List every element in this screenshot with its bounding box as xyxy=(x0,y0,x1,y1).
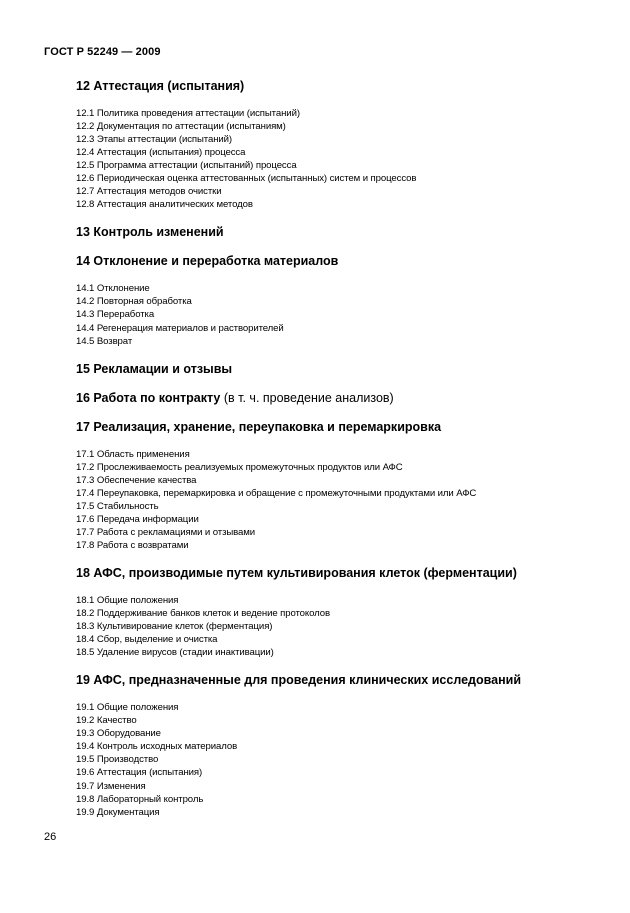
toc-item: 18.3 Культивирование клеток (ферментация) xyxy=(76,621,273,633)
toc-item: 19.4 Контроль исходных материалов xyxy=(76,741,238,753)
toc-item: 17.3 Обеспечение качества xyxy=(76,474,197,486)
toc-section-13 xyxy=(76,225,596,240)
section-title-note: (в т. ч. проведение анализов) xyxy=(220,390,394,405)
toc-section-16 xyxy=(76,391,596,406)
toc-item: 12.2 Документация по аттестации (испытаниям) xyxy=(76,121,286,133)
toc-item: 19.8 Лабораторный контроль xyxy=(76,793,204,805)
toc-section-14 xyxy=(76,254,596,347)
toc-item: 12.3 Этапы аттестации (испытаний) xyxy=(76,134,233,146)
section-title: 14 Отклонение и переработка материалов xyxy=(76,254,339,269)
toc-item: 18.1 Общие положения xyxy=(76,594,179,606)
toc-item: 12.8 Аттестация аналитических методов xyxy=(76,199,253,211)
section-items xyxy=(76,594,596,659)
toc-item: 14.3 Переработка xyxy=(76,309,155,321)
toc-item: 19.7 Изменения xyxy=(76,780,146,792)
toc-item: 14.2 Повторная обработка xyxy=(76,296,192,308)
toc-item: 19.9 Документация xyxy=(76,806,160,818)
toc-item: 12.7 Аттестация методов очистки xyxy=(76,186,222,198)
section-title: 15 Рекламации и отзывы xyxy=(76,361,233,376)
toc-item: 18.5 Удаление вирусов (стадии инактивации) xyxy=(76,647,274,659)
toc-item: 12.1 Политика проведения аттестации (испытаний) xyxy=(76,108,300,119)
section-title: 18 АФС, производимые путем культивирования клеток (ферментации) xyxy=(76,565,517,580)
section-items xyxy=(76,107,596,211)
toc-section-12 xyxy=(76,79,596,211)
toc-item: 19.2 Качество xyxy=(76,715,137,727)
toc-section-18 xyxy=(76,566,596,659)
toc-item: 18.4 Сбор, выделение и очистка xyxy=(76,634,218,646)
toc-item: 17.8 Работа с возвратами xyxy=(76,539,189,551)
section-items xyxy=(76,282,596,347)
section-title-text: 16 Работа по контракту xyxy=(76,390,221,405)
section-title: 19 АФС, предназначенные для проведения клинических исследований xyxy=(76,673,522,688)
toc-item: 12.4 Аттестация (испытания) процесса xyxy=(76,147,246,159)
toc-item: 14.1 Отклонение xyxy=(76,283,150,295)
toc-item: 17.4 Переупаковка, перемаркировка и обращение с промежуточными продуктами или АФС xyxy=(76,487,477,499)
toc-item: 19.5 Производство xyxy=(76,754,159,766)
section-title: 13 Контроль изменений xyxy=(76,225,224,240)
toc-item: 17.5 Стабильность xyxy=(76,500,159,512)
section-title: 12 Аттестация (испытания) xyxy=(76,79,245,93)
toc-item: 17.6 Передача информации xyxy=(76,513,199,525)
toc-item: 17.2 Прослеживаемость реализуемых промежуточных продуктов или АФС xyxy=(76,461,403,473)
toc-item: 14.4 Регенерация материалов и растворителей xyxy=(76,322,284,334)
toc-section-17 xyxy=(76,420,596,552)
page-number: 26 xyxy=(44,831,57,843)
section-items xyxy=(76,448,596,552)
toc-item: 17.7 Работа с рекламациями и отзывами xyxy=(76,526,256,538)
toc-section-19 xyxy=(76,673,596,818)
toc-item: 12.6 Периодическая оценка аттестованных (испытанных) систем и процессов xyxy=(76,173,417,185)
toc-item: 18.2 Поддерживание банков клеток и ведение протоколов xyxy=(76,608,330,620)
toc-item: 17.1 Область применения xyxy=(76,448,190,460)
toc-item: 19.6 Аттестация (испытания) xyxy=(76,767,203,779)
section-items xyxy=(76,701,596,818)
section-title xyxy=(76,391,596,406)
toc-item: 14.5 Возврат xyxy=(76,335,133,347)
toc-item: 12.5 Программа аттестации (испытаний) процесса xyxy=(76,160,297,172)
document-header: ГОСТ Р 52249 — 2009 xyxy=(44,46,161,58)
toc-item: 19.3 Оборудование xyxy=(76,728,161,740)
toc-content xyxy=(76,79,596,819)
toc-item: 19.1 Общие положения xyxy=(76,702,179,714)
toc-section-15 xyxy=(76,362,596,377)
section-title: 17 Реализация, хранение, переупаковка и перемаркировка xyxy=(76,419,442,434)
